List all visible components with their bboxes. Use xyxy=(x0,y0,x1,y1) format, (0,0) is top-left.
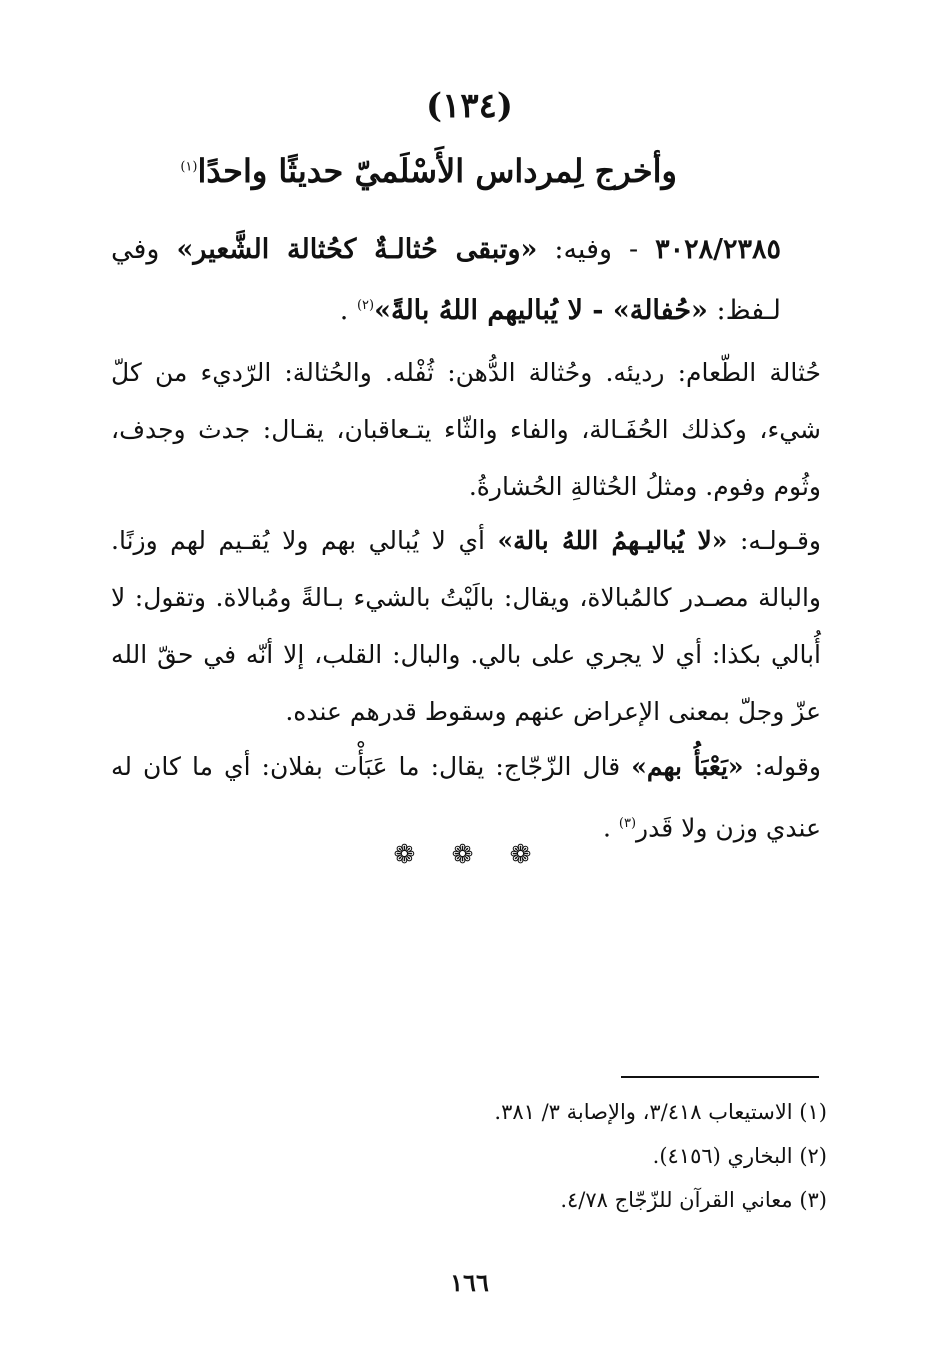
page-number: ١٦٦ xyxy=(450,1268,489,1297)
commentary-paragraph-3 xyxy=(111,738,821,856)
hadith-end: . xyxy=(339,295,357,326)
section-number: (١٣٤) xyxy=(426,86,513,126)
paragraph-3-quote: «يَعْبَأُ بهم» xyxy=(631,752,744,781)
footnotes xyxy=(307,1090,827,1222)
hadith-quote-1: «وتبقى حُثالـةٌ كحُثالة الشَّعير» xyxy=(176,234,538,265)
paragraph-2-text: أي لا يُبالي بهم ولا يُقـيم لهم وزنًا. والبالة مصـدر كالمُبالاة، ويقال: بالَيْتُ بالشيء بـالةً ومُبالاة. وتقول: لا أُبالي بكذا: أي لا يجري على بالي. والبال: القلب، إلا أنّه في حقّ الله عزّ وجلّ بمعنى الإعراض عنهم وسقوط قدرهم عنده. xyxy=(111,526,821,726)
hadith-footnote-ref: (٢) xyxy=(356,298,375,313)
paragraph-2-lead: وقـولـه: xyxy=(727,526,821,555)
footnote-2: (٢) البخاري (٤١٥٦). xyxy=(652,1144,827,1168)
paragraph-3-footnote-ref: (٣) xyxy=(618,816,637,831)
commentary-paragraph-2 xyxy=(111,512,821,740)
hadith-quote-2: «حُفالة» - لا يُباليهم اللهُ بالةً» xyxy=(374,295,708,326)
footnote-1: (١) الاستيعاب ٣/٤١٨، والإصابة ٣/ ٣٨١. xyxy=(494,1100,827,1124)
hadith-number: ٣٠٢٨/٢٣٨٥ xyxy=(655,234,781,265)
footnote-divider xyxy=(621,1076,819,1078)
paragraph-2-quote: «لا يُباليـهمُ اللهُ بالة» xyxy=(497,526,728,555)
footnote-3: (٣) معاني القرآن للزّجّاج ٤/٧٨. xyxy=(560,1188,827,1212)
commentary-paragraph-1: حُثالة الطّعام: رديئه. وحُثالة الدُّهن: ثُفْله. والحُثالة: الرّديء من كلّ شيء، وكذلك الحُفَـالة، والفاء والثّاء يتـعاقبان، يقـال: جدث وجدف، وثُوم وفوم. ومثلُ الحُثالةِ الحُشارةُ. xyxy=(111,358,821,501)
paragraph-3-text: قال الزّجّاج: يقال: ما عَبَأْت بفلان: أي ما كان له عندي وزن ولا قَدر xyxy=(111,752,821,843)
paragraph-3-end: . xyxy=(602,813,619,843)
hadith-text xyxy=(111,222,781,339)
paragraph-3-lead: وقوله: xyxy=(743,752,821,781)
hadith-intro: - وفيه: xyxy=(537,234,656,265)
heading-text: وأخرج لِمرداس الأَسْلَميّ حديثًا واحدًا xyxy=(197,152,677,190)
heading-footnote-ref: (١) xyxy=(180,159,198,175)
section-separator-ornament: ❁ ❁ ❁ xyxy=(393,840,546,870)
hadith-middle: وفي لـفظ: xyxy=(111,234,781,326)
chapter-heading xyxy=(117,152,677,190)
